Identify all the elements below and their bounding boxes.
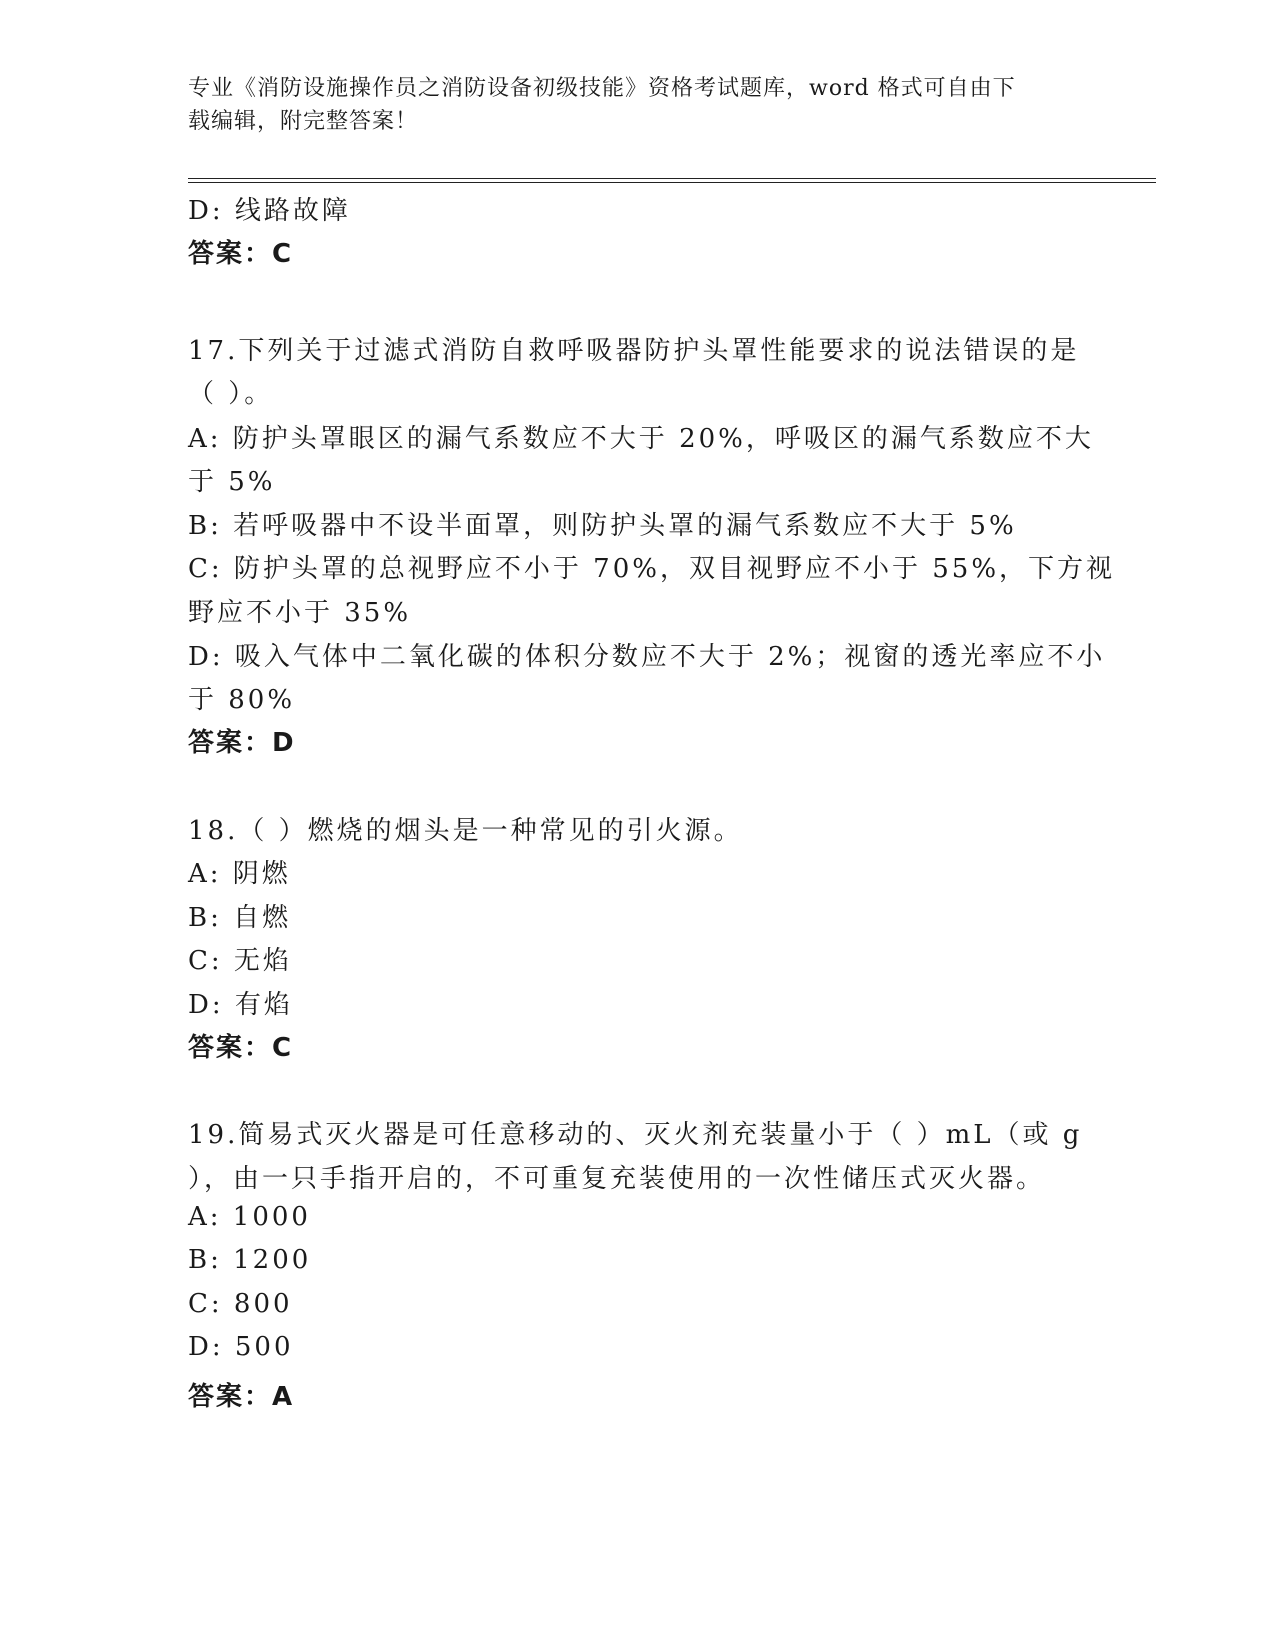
q17-answer: 答案：D (188, 728, 296, 758)
q18-option-c: C: 无焰 (188, 946, 292, 976)
q17-option-a-line-1: A: 防护头罩眼区的漏气系数应不大于 20%，呼吸区的漏气系数应不大 (188, 424, 1094, 454)
q19-option-d: D: 500 (188, 1332, 294, 1362)
q18-answer: 答案：C (188, 1033, 294, 1063)
q18-option-b: B: 自燃 (188, 903, 292, 933)
header-divider-top (188, 178, 1156, 179)
q18-stem: 18.（ ）燃烧的烟头是一种常见的引火源。 (188, 816, 743, 846)
q18-option-a: A: 阴燃 (188, 859, 291, 889)
q18-option-d: D: 有焰 (188, 990, 293, 1020)
q19-stem-line-1: 19.简易式灭火器是可任意移动的、灭火剂充装量小于（ ）mL（或 g (188, 1120, 1083, 1150)
q19-option-c: C: 800 (188, 1289, 293, 1319)
q19-stem-line-2: ），由一只手指开启的，不可重复充装使用的一次性储压式灭火器。 (188, 1164, 1046, 1194)
header-line-2: 载编辑，附完整答案！ (188, 109, 419, 134)
q17-option-d-line-1: D: 吸入气体中二氧化碳的体积分数应不大于 2%；视窗的透光率应不小 (188, 642, 1106, 672)
prev-answer: 答案：C (188, 239, 294, 269)
document-header (188, 72, 1078, 138)
q17-option-b: B: 若呼吸器中不设半面罩，则防护头罩的漏气系数应不大于 5% (188, 511, 1017, 541)
header-divider-bottom (188, 182, 1156, 183)
q17-option-c-line-2: 野应不小于 35% (188, 598, 412, 628)
q19-option-a: A: 1000 (188, 1202, 311, 1232)
q19-option-b: B: 1200 (188, 1245, 312, 1275)
prev-option-d: D: 线路故障 (188, 196, 351, 226)
q17-stem-line-2: （ ）。 (188, 379, 274, 409)
q17-option-d-line-2: 于 80% (188, 685, 296, 715)
q17-option-a-line-2: 于 5% (188, 467, 276, 497)
header-line-1: 专业《消防设施操作员之消防设备初级技能》资格考试题库，word 格式可自由下 (188, 76, 1016, 101)
q17-stem-line-1: 17.下列关于过滤式消防自救呼吸器防护头罩性能要求的说法错误的是 (188, 336, 1080, 366)
q19-answer: 答案：A (188, 1382, 295, 1412)
q17-option-c-line-1: C: 防护头罩的总视野应不小于 70%，双目视野应不小于 55%，下方视 (188, 554, 1116, 584)
